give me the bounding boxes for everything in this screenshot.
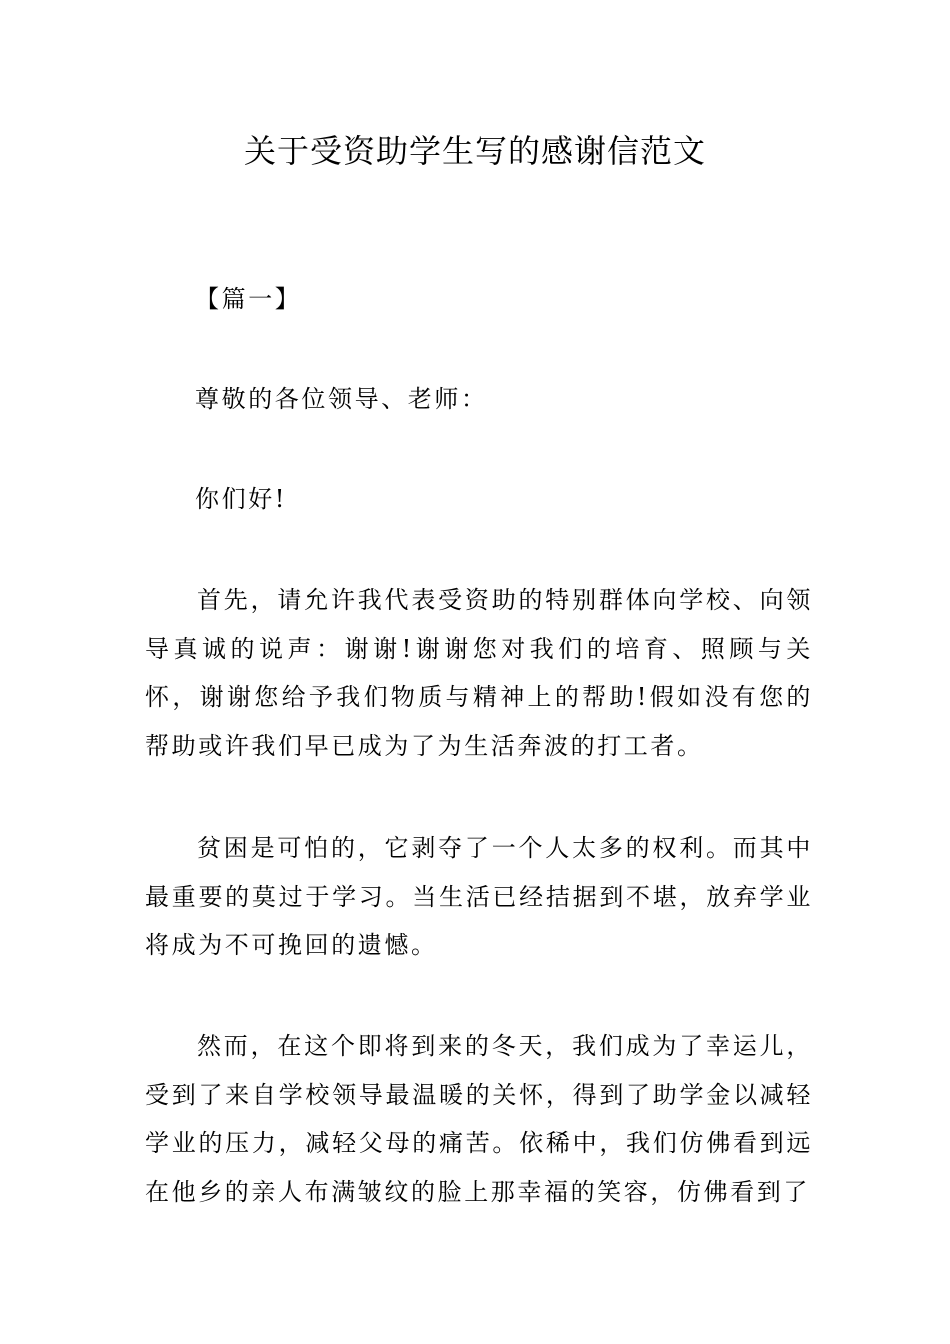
- section-heading: 【篇一】: [195, 285, 302, 313]
- paragraph-3: 然而，在这个即将到来的冬天，我们成为了幸运儿，受到了来自学校领导最温暖的关怀，得到了助学金以减轻学业的压力，减轻父母的痛苦。依稀中，我们仿佛看到远在他乡的亲人布满皱纹的脸上那幸福的笑容，仿佛看到了: [145, 1032, 813, 1206]
- document-title: 关于受资助学生写的感谢信范文: [243, 132, 706, 170]
- paragraph-1: 首先，请允许我代表受资助的特别群体向学校、向领导真诚的说声：谢谢!谢谢您对我们的培育、照顾与关怀，谢谢您给予我们物质与精神上的帮助!假如没有您的帮助或许我们早已成为了为生活奔波的打工者。: [145, 586, 813, 760]
- greeting: 你们好!: [195, 485, 288, 513]
- paragraph-2: 贫困是可怕的，它剥夺了一个人太多的权利。而其中最重要的莫过于学习。当生活已经拮据到不堪，放弃学业将成为不可挽回的遗憾。: [145, 834, 813, 959]
- salutation: 尊敬的各位领导、老师：: [195, 385, 488, 413]
